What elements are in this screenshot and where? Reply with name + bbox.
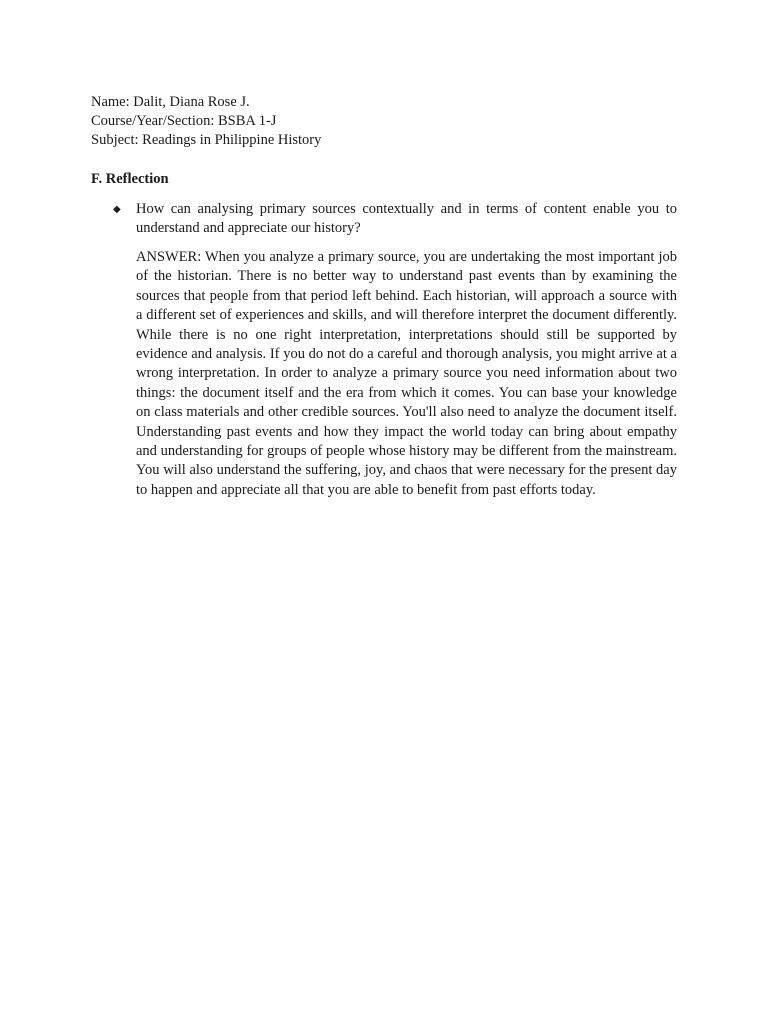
answer-paragraph: ANSWER: When you analyze a primary source, you are undertaking the most important job of the historian. There is no better way to understand past events than by examining the sources that people from that period left behind. Each historian, will approach a source with a different set of experiences and skills, and will therefore interpret the document differently. While there is no one right interpretation, interpretations should still be supported by evidence and analysis. If you do not do a careful and thorough analysis, you might arrive at a wrong interpretation. In order to analyze a primary source you need information about two things: the document itself and the era from which it comes. You can base your knowledge on class materials and other credible sources. You'll also need to analyze the document itself. Understanding past events and how they impact the world today can bring about empathy and understanding for groups of people whose history may be different from the mainstream. You will also understand the suffering, joy, and chaos that were necessary for the present day to happen and appreciate all that you are able to benefit from past efforts today.	[136, 249, 677, 498]
diamond-bullet-icon: ◆	[113, 204, 121, 215]
student-name: Name: Dalit, Diana Rose J.	[91, 94, 250, 110]
course-year-section: Course/Year/Section: BSBA 1-J	[91, 113, 277, 129]
section-title: F. Reflection	[91, 171, 169, 187]
question-text: How can analysing primary sources contextually and in terms of content enable you to understand and appreciate our history?	[136, 201, 677, 237]
question-list-item	[91, 200, 677, 239]
subject-line: Subject: Readings in Philippine History	[91, 132, 322, 148]
